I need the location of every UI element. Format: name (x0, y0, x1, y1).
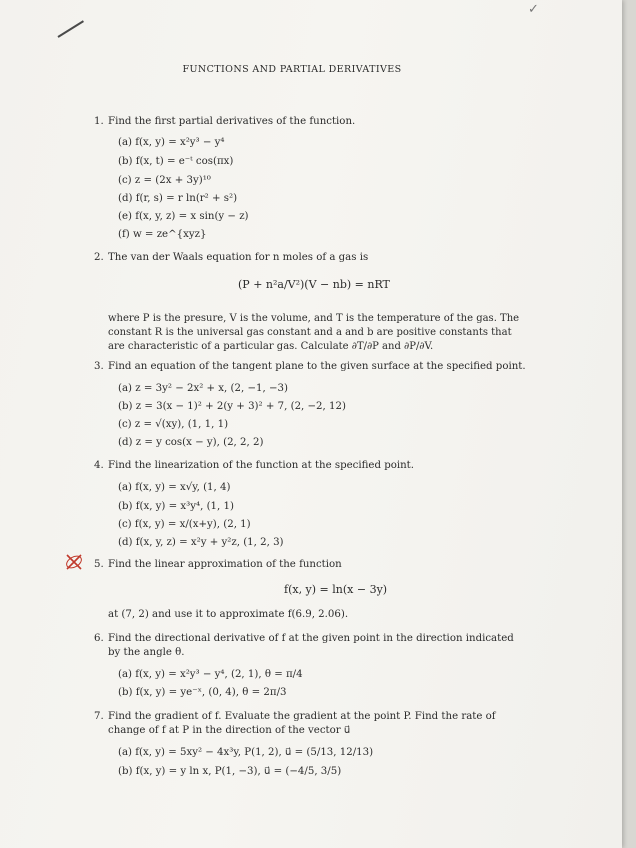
q7-number: 7. (94, 711, 104, 722)
q2-para-line-3: are characteristic of a particular gas. Calculate ∂T/∂P and ∂P/∂V. (108, 341, 434, 352)
q4-item-d: (d) f(x, y, z) = x²y + y²z, (1, 2, 3) (118, 537, 284, 548)
q7-item-b: (b) f(x, y) = y ln x, P(1, −3), u⃗ = (−4/5, 3/5) (118, 766, 342, 777)
q6-item-b: (b) f(x, y) = ye⁻ˣ, (0, 4), θ = 2π/3 (118, 687, 287, 698)
q2-number: 2. (94, 252, 104, 263)
q1-item-e: (e) f(x, y, z) = x sin(y − z) (118, 211, 249, 222)
q1-number: 1. (94, 116, 104, 127)
q5-after-text: at (7, 2) and use it to approximate f(6.9, 2.06). (108, 609, 349, 620)
q1-item-a: (a) f(x, y) = x²y³ − y⁴ (118, 137, 225, 148)
q5-equation: f(x, y) = ln(x − 3y) (284, 583, 388, 596)
q6-item-a: (a) f(x, y) = x²y³ − y⁴, (2, 1), θ = π/4 (118, 669, 303, 680)
q4-item-c: (c) f(x, y) = x/(x+y), (2, 1) (118, 519, 251, 530)
q4-item-b: (b) f(x, y) = x³y⁴, (1, 1) (118, 501, 234, 512)
q2-text: The van der Waals equation for n moles of a gas is (108, 252, 369, 263)
q2-para-line-1: where P is the presure, V is the volume, and T is the temperature of the gas. The (108, 313, 520, 324)
q4-text: Find the linearization of the function at the specified point. (108, 460, 415, 471)
q6-text-line-1: Find the directional derivative of f at the given point in the direction indicated (108, 633, 514, 644)
q2-para-line-2: constant R is the universal gas constant and a and b are positive constants that (108, 327, 512, 338)
q3-item-c: (c) z = √(xy), (1, 1, 1) (118, 419, 229, 430)
pencil-stroke-mark (57, 20, 84, 38)
q7-text-line-2: change of f at P in the direction of the vector u⃗ (108, 725, 351, 736)
q5-number: 5. (94, 559, 104, 570)
q5-text: Find the linear approximation of the function (108, 559, 342, 570)
q2-equation: (P + n²a/V²)(V − nb) = nRT (238, 278, 390, 291)
q4-item-a: (a) f(x, y) = x√y, (1, 4) (118, 482, 231, 493)
q1-text: Find the first partial derivatives of the function. (108, 116, 356, 127)
red-x-mark-icon (64, 552, 84, 572)
q6-number: 6. (94, 633, 104, 644)
q3-number: 3. (94, 361, 104, 372)
q6-text-line-2: by the angle θ. (108, 647, 185, 658)
q3-item-d: (d) z = y cos(x − y), (2, 2, 2) (118, 437, 264, 448)
q3-item-b: (b) z = 3(x − 1)² + 2(y + 3)² + 7, (2, −2, 12) (118, 401, 346, 412)
q1-item-d: (d) f(r, s) = r ln(r² + s²) (118, 193, 238, 204)
q1-item-f: (f) w = ze^{xyz} (118, 229, 207, 240)
page-title: FUNCTIONS AND PARTIAL DERIVATIVES (182, 64, 402, 75)
q3-text: Find an equation of the tangent plane to the given surface at the specified point. (108, 361, 526, 372)
q1-item-c: (c) z = (2x + 3y)¹⁰ (118, 175, 211, 186)
q7-text-line-1: Find the gradient of f. Evaluate the gradient at the point P. Find the rate of (108, 711, 496, 722)
q4-number: 4. (94, 460, 104, 471)
q1-item-b: (b) f(x, t) = e⁻ᵗ cos(πx) (118, 156, 234, 167)
q7-item-a: (a) f(x, y) = 5xy² − 4x³y, P(1, 2), u⃗ = (5/13, 12/13) (118, 747, 374, 758)
check-mark: ✓ (528, 2, 539, 17)
q3-item-a: (a) z = 3y² − 2x² + x, (2, −1, −3) (118, 383, 288, 394)
